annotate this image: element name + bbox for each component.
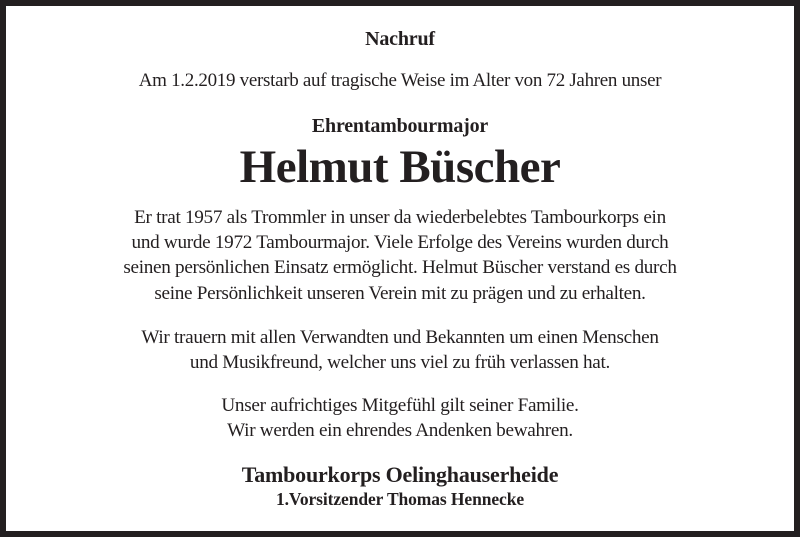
paragraph-line: Wir werden ein ehrendes Andenken bewahren.: [227, 420, 573, 441]
deceased-name: Helmut Büscher: [239, 141, 561, 193]
paragraph-line: seinen persönlichen Einsatz ermöglicht. Helmut Büscher verstand es durch: [123, 257, 677, 278]
paragraph-line: und wurde 1972 Tambourmajor. Viele Erfolge des Vereins wurden durch: [131, 232, 669, 253]
chair-name: 1.Vorsitzender Thomas Hennecke: [276, 489, 524, 509]
organization-name: Tambourkorps Oelinghauserheide: [241, 462, 559, 487]
paragraph-line: Er trat 1957 als Trommler in unser da wiederbelebtes Tambourkorps ein: [134, 207, 666, 228]
paragraph-line: und Musikfreund, welcher uns viel zu früh verlassen hat.: [189, 352, 611, 373]
honorific-title: Ehrentambourmajor: [311, 115, 489, 137]
paragraph-line: Unser aufrichtiges Mitgefühl gilt seiner Familie.: [221, 395, 579, 416]
intro-line: Am 1.2.2019 verstarb auf tragische Weise im Alter von 72 Jahren unser: [138, 70, 662, 91]
paragraph-line: seine Persönlichkeit unseren Verein mit zu prägen und zu erhalten.: [154, 283, 646, 304]
paragraph-line: Wir trauern mit allen Verwandten und Bekannten um einen Menschen: [141, 327, 659, 348]
notice-title: Nachruf: [365, 28, 435, 50]
